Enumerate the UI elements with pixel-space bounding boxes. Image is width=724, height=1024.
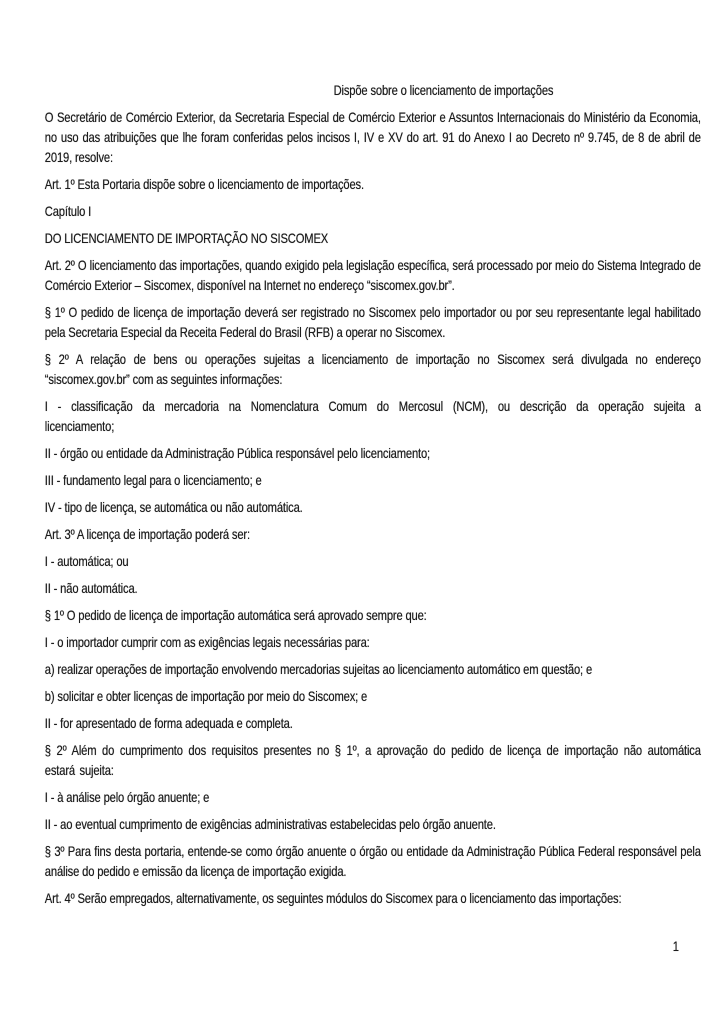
paragraph-art3-par1-inciso1: I - o importador cumprir com as exigências legais necessárias para: (44, 634, 370, 650)
chapter-title: DO LICENCIAMENTO DE IMPORTAÇÃO NO SISCOMEX (44, 230, 329, 246)
paragraph-art3-par2: § 2º Além do cumprimento dos requisitos presentes no § 1º, a aprovação do pedido de licença de importação não automática estará sujeita: (44, 742, 701, 778)
paragraph-art2-inciso1: I - classificação da mercadoria na Nomenclatura Comum do Mercosul (NCM), ou descrição da operação sujeita a licenciamento; (44, 398, 701, 434)
paragraph-art2-par1: § 1º O pedido de licença de importação deverá ser registrado no Siscomex pelo importador ou por seu representante legal habilitado pela Secretaria Especial da Receita Federal do Brasil (RFB) a operar no Siscomex. (44, 304, 701, 340)
paragraph-art-2: Art. 2º O licenciamento das importações, quando exigido pela legislação específica, será processado por meio do Sistema Integrado de Comércio Exterior – Siscomex, disponível na Internet no endereço “siscomex.gov.br”. (44, 257, 701, 293)
paragraph-art3-inciso2: II - não automática. (44, 580, 138, 596)
paragraph-art3-par2-inciso1: I - à análise pelo órgão anuente; e (44, 789, 210, 805)
chapter-heading: Capítulo I (44, 203, 92, 219)
paragraph-art2-inciso4: IV - tipo de licença, se automática ou não automática. (44, 499, 303, 515)
paragraph-art3-par3: § 3º Para fins desta portaria, entende-se como órgão anuente o órgão ou entidade da Administração Pública Federal responsável pela análise do pedido e emissão da licença de importação exigida. (44, 843, 701, 879)
ementa: Dispõe sobre o licenciamento de importações (333, 82, 554, 98)
paragraph-art3-par2-inciso2: II - ao eventual cumprimento de exigências administrativas estabelecidas pelo órgão anuente. (44, 816, 496, 832)
paragraph-art-1: Art. 1º Esta Portaria dispõe sobre o licenciamento de importações. (44, 176, 364, 192)
paragraph-art3-par1-inciso2: II - for apresentado de forma adequada e completa. (44, 715, 293, 731)
paragraph-art2-inciso3: III - fundamento legal para o licenciamento; e (44, 472, 262, 488)
paragraph-art3-alinea-b: b) solicitar e obter licenças de importação por meio do Siscomex; e (44, 688, 368, 704)
page-number: 1 (672, 938, 679, 954)
paragraph-art3-par1: § 1º O pedido de licença de importação automática será aprovado sempre que: (44, 607, 427, 623)
paragraph-art2-inciso2: II - órgão ou entidade da Administração Pública responsável pelo licenciamento; (44, 445, 431, 461)
paragraph-art3-inciso1: I - automática; ou (44, 553, 129, 569)
paragraph-art-4: Art. 4º Serão empregados, alternativamente, os seguintes módulos do Siscomex para o licenciamento das importações: (44, 890, 622, 906)
paragraph-art-3: Art. 3º A licença de importação poderá ser: (44, 526, 250, 542)
paragraph-art3-alinea-a: a) realizar operações de importação envolvendo mercadorias sujeitas ao licenciamento automático em questão; e (44, 661, 593, 677)
paragraph-art2-par2: § 2º A relação de bens ou operações sujeitas a licenciamento de importação no Siscomex será divulgada no endereço “siscomex.gov.br” com as seguintes informações: (44, 351, 701, 387)
paragraph-preamble: O Secretário de Comércio Exterior, da Secretaria Especial de Comércio Exterior e Assuntos Internacionais do Ministério da Economia, no uso das atribuições que lhe foram conferidas pelos incisos I, IV e XV do art. 91 do Anexo I ao Decreto nº 9.745, de 8 de abril de 2019, resolve: (44, 109, 701, 165)
